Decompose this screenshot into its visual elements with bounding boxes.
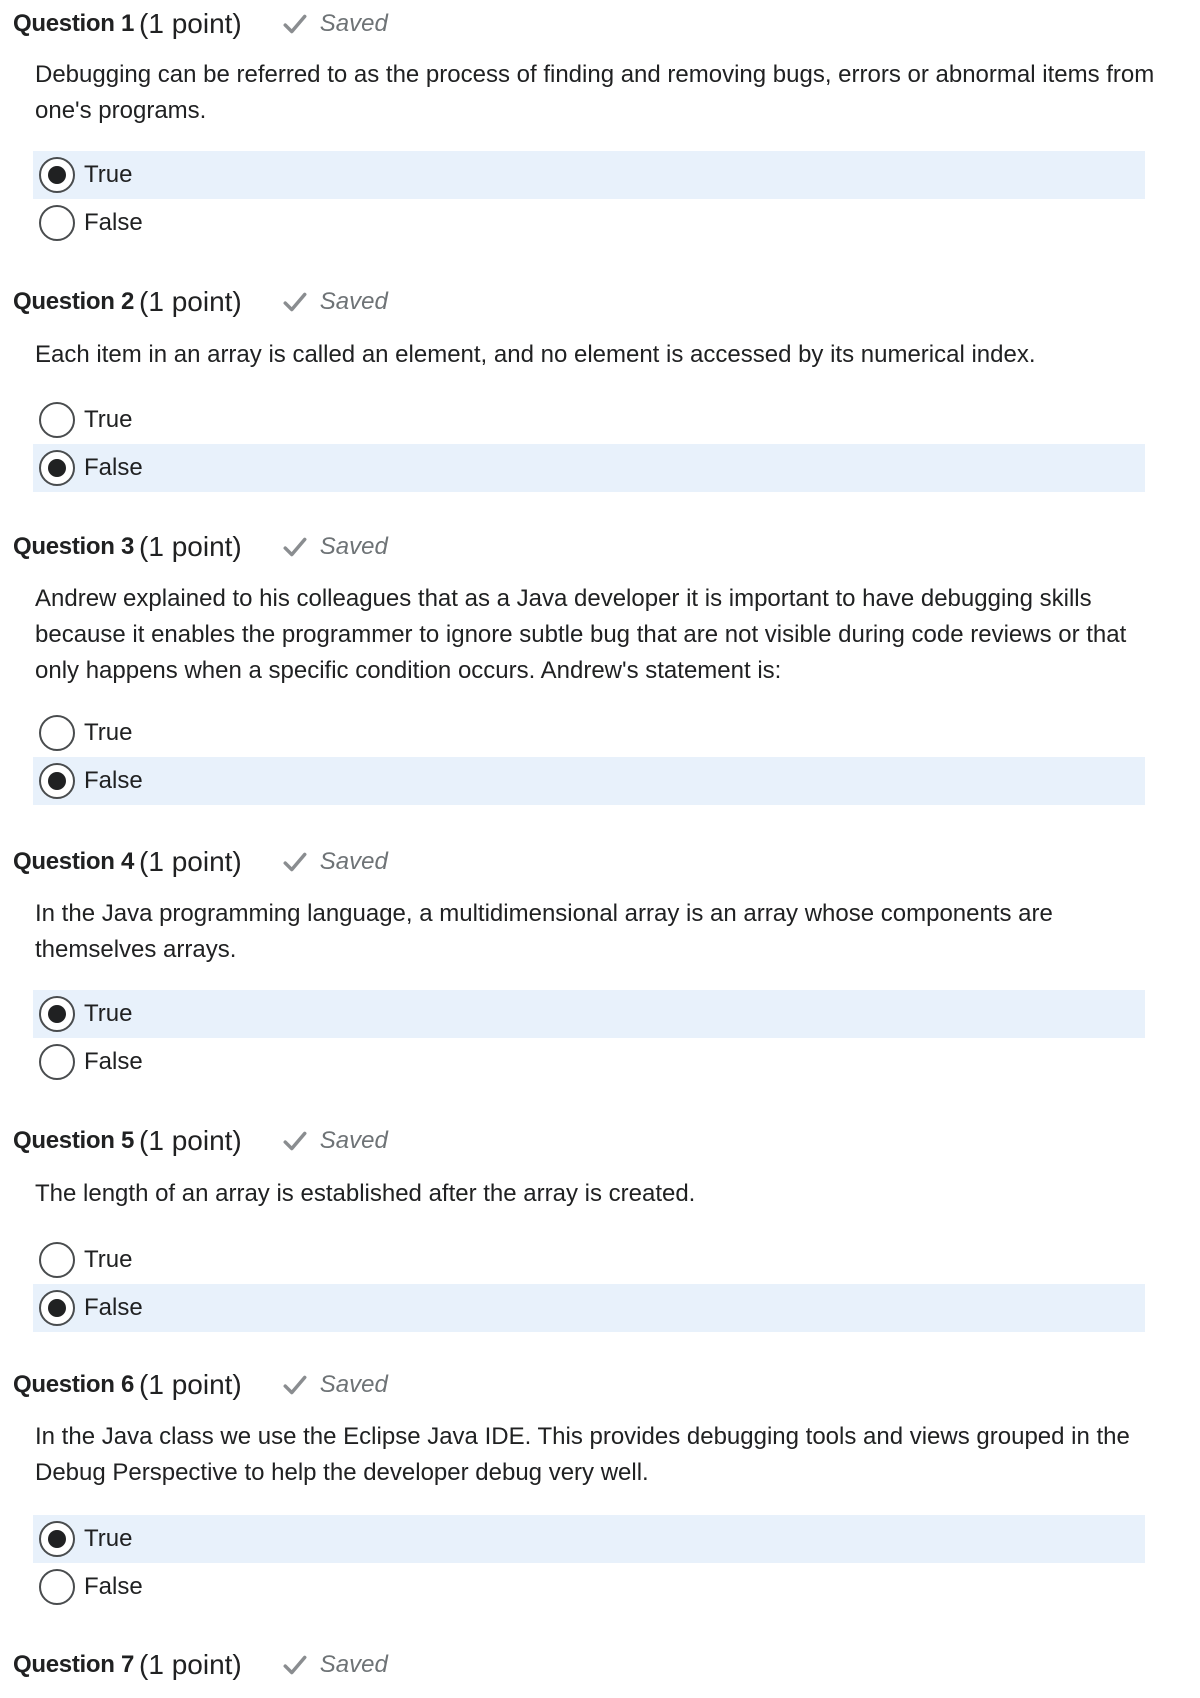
- question-title: Question 3: [13, 533, 135, 560]
- question-header: [13, 1645, 388, 1685]
- radio-button[interactable]: [39, 157, 75, 193]
- radio-button[interactable]: [39, 205, 75, 241]
- option-label: False: [84, 1573, 143, 1600]
- radio-button[interactable]: [39, 402, 75, 438]
- question-text: In the Java class we use the Eclipse Java IDE. This provides debugging tools and views grouped in the Debug Perspective to help the developer debug very well.: [35, 1423, 1130, 1486]
- question-text: The length of an array is established after the array is created.: [35, 1180, 696, 1207]
- option-false[interactable]: [33, 199, 1145, 247]
- question-points: (1 point): [139, 286, 242, 317]
- option-label: False: [84, 767, 143, 794]
- question-text: Debugging can be referred to as the process of finding and removing bugs, errors or abnormal items from one's programs.: [35, 61, 1155, 124]
- option-false[interactable]: [33, 1563, 1145, 1611]
- saved-label: Saved: [319, 533, 388, 560]
- option-label: True: [84, 1246, 133, 1273]
- saved-label: Saved: [319, 10, 388, 37]
- question-title: Question 2: [13, 288, 135, 315]
- question-points: (1 point): [139, 8, 242, 39]
- radio-button[interactable]: [39, 715, 75, 751]
- option-true[interactable]: [33, 396, 1145, 444]
- question-title: Question 7: [13, 1651, 135, 1678]
- question-points: (1 point): [139, 1125, 242, 1156]
- radio-button[interactable]: [39, 1242, 75, 1278]
- saved-status: [282, 1371, 388, 1399]
- check-icon: [282, 1128, 308, 1154]
- question-text: In the Java programming language, a multidimensional array is an array whose components are themselves arrays.: [35, 900, 1053, 963]
- saved-label: Saved: [319, 1651, 388, 1678]
- question-header: [13, 282, 388, 322]
- option-true[interactable]: [33, 151, 1145, 199]
- option-true[interactable]: [33, 709, 1145, 757]
- option-true[interactable]: [33, 1236, 1145, 1284]
- option-label: True: [84, 1000, 133, 1027]
- option-label: True: [84, 406, 133, 433]
- check-icon: [282, 1652, 308, 1678]
- check-icon: [282, 11, 308, 37]
- check-icon: [282, 289, 308, 315]
- question-title: Question 4: [13, 848, 135, 875]
- option-false[interactable]: [33, 1284, 1145, 1332]
- check-icon: [282, 1372, 308, 1398]
- question-text: Andrew explained to his colleagues that as a Java developer it is important to have debugging skills because it enables the programmer to ignore subtle bug that are not visible during code reviews or that only happens when a specific condition occurs. Andrew's statement is:: [35, 585, 1127, 684]
- question-title: Question 1: [13, 10, 135, 37]
- radio-button[interactable]: [39, 450, 75, 486]
- saved-label: Saved: [319, 1371, 388, 1398]
- saved-label: Saved: [319, 288, 388, 315]
- option-label: True: [84, 1525, 133, 1552]
- question-title: Question 5: [13, 1127, 135, 1154]
- option-true[interactable]: [33, 1515, 1145, 1563]
- option-label: True: [84, 161, 133, 188]
- saved-status: [282, 288, 388, 316]
- question-points: (1 point): [139, 1649, 242, 1680]
- option-false[interactable]: [33, 1038, 1145, 1086]
- question-header: [13, 1121, 388, 1161]
- saved-status: [282, 848, 388, 876]
- option-label: False: [84, 454, 143, 481]
- saved-status: [282, 10, 388, 38]
- saved-status: [282, 1127, 388, 1155]
- question-header: [13, 842, 388, 882]
- option-false[interactable]: [33, 757, 1145, 805]
- saved-status: [282, 1651, 388, 1679]
- radio-button[interactable]: [39, 1521, 75, 1557]
- question-points: (1 point): [139, 846, 242, 877]
- question-text: Each item in an array is called an element, and no element is accessed by its numerical index.: [35, 341, 1036, 368]
- option-label: False: [84, 1294, 143, 1321]
- option-true[interactable]: [33, 990, 1145, 1038]
- question-points: (1 point): [139, 531, 242, 562]
- option-label: False: [84, 1048, 143, 1075]
- radio-button[interactable]: [39, 1044, 75, 1080]
- question-header: [13, 4, 388, 44]
- question-header: [13, 1365, 388, 1405]
- saved-label: Saved: [319, 848, 388, 875]
- option-label: True: [84, 719, 133, 746]
- saved-status: [282, 533, 388, 561]
- option-label: False: [84, 209, 143, 236]
- check-icon: [282, 534, 308, 560]
- radio-button[interactable]: [39, 763, 75, 799]
- option-false[interactable]: [33, 444, 1145, 492]
- radio-button[interactable]: [39, 1569, 75, 1605]
- question-title: Question 6: [13, 1371, 135, 1398]
- radio-button[interactable]: [39, 1290, 75, 1326]
- saved-label: Saved: [319, 1127, 388, 1154]
- radio-button[interactable]: [39, 996, 75, 1032]
- question-points: (1 point): [139, 1369, 242, 1400]
- check-icon: [282, 849, 308, 875]
- question-header: [13, 527, 388, 567]
